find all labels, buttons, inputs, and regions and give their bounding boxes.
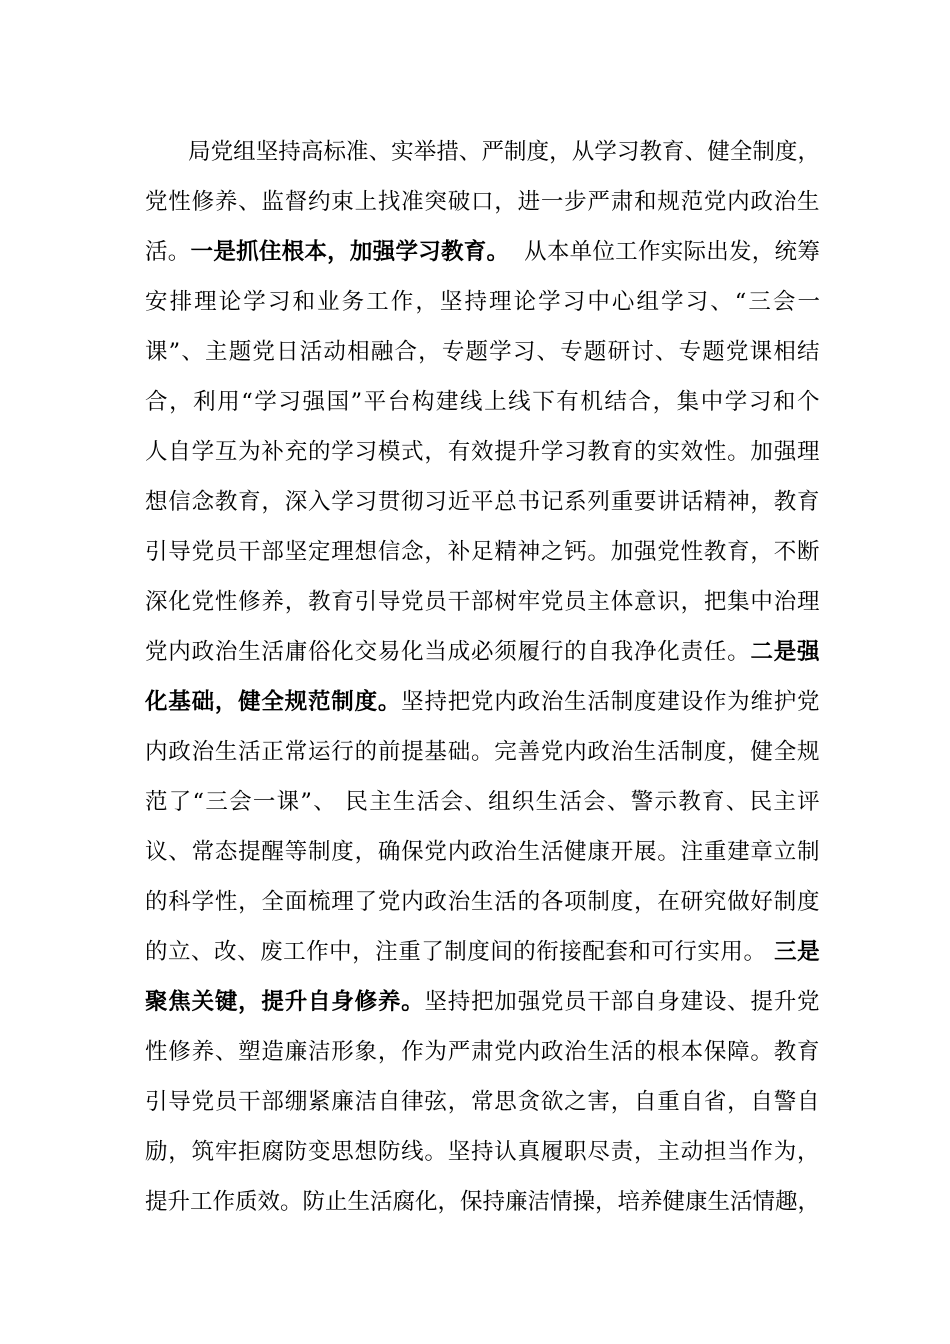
text-line (145, 627, 820, 677)
bold-heading: 聚焦关键，提升自身修养。 (145, 989, 425, 1015)
text-line (145, 477, 820, 527)
text-segment: 坚持把党内政治生活制度建设作为维护党 (401, 689, 821, 715)
text-segment: 范了“三会一课”、 民主生活会、组织生活会、警示教育、民主评 (145, 789, 821, 815)
text-line (145, 877, 820, 927)
text-line (145, 327, 821, 377)
text-line (145, 927, 820, 977)
text-line (145, 177, 820, 227)
text-segment: 想信念教育，深入学习贯彻习近平总书记系列重要讲话精神，教育 (145, 489, 821, 515)
text-line (145, 1027, 820, 1077)
bold-heading: 二是强 (750, 639, 821, 665)
text-line (145, 727, 820, 777)
text-line (145, 777, 821, 827)
text-segment: 性修养、塑造廉洁形象，作为严肃党内政治生活的根本保障。教育 (145, 1039, 821, 1065)
text-segment: 议、常态提醒等制度，确保党内政治生活健康开展。注重建章立制 (145, 839, 821, 865)
text-segment: 合，利用“学习强国”平台构建线上线下有机结合，集中学习和个 (145, 389, 822, 415)
text-line (145, 577, 820, 627)
text-line (145, 1077, 820, 1127)
text-segment: 引导党员干部坚定理想信念，补足精神之钙。加强党性教育，不断 (145, 539, 821, 565)
text-line (145, 1177, 820, 1227)
text-line (145, 677, 820, 727)
bold-heading: 一是抓住根本，加强学习教育。 (190, 239, 510, 265)
text-segment: 的科学性，全面梳理了党内政治生活的各项制度，在研究做好制度 (145, 889, 821, 915)
text-segment: 安排理论学习和业务工作，坚持理论学习中心组学习、“三会一 (145, 289, 823, 315)
text-segment: 人自学互为补充的学习模式，有效提升学习教育的实效性。加强理 (145, 439, 821, 465)
bold-heading: 化基础，健全规范制度。 (145, 689, 402, 715)
text-segment: 内政治生活正常运行的前提基础。完善党内政治生活制度，健全规 (145, 739, 821, 765)
text-line (145, 427, 820, 477)
text-segment: 的立、改、废工作中，注重了制度间的衔接配套和可行实用。 (145, 939, 775, 965)
text-segment: 党内政治生活庸俗化交易化当成必须履行的自我净化责任。 (145, 639, 751, 665)
text-segment: 活。 (145, 239, 191, 265)
text-segment: 引导党员干部绷紧廉洁自律弦，常思贪欲之害，自重自省，自警自 (145, 1089, 821, 1115)
text-segment: 课”、主题党日活动相融合，专题学习、专题研讨、专题党课相结 (145, 339, 821, 365)
text-line (145, 1127, 820, 1177)
text-line (145, 227, 820, 277)
text-segment: 励，筑牢拒腐防变思想防线。坚持认真履职尽责，主动担当作为， (145, 1139, 821, 1165)
bold-heading: 三是 (774, 939, 821, 965)
text-segment: 局党组坚持高标准、实举措、严制度，从学习教育、健全制度， (188, 139, 821, 165)
text-line (145, 277, 822, 327)
text-line (145, 977, 820, 1027)
text-line (145, 527, 820, 577)
text-segment: 从本单位工作实际出发，统筹 (509, 239, 821, 265)
text-line (145, 377, 821, 427)
text-segment: 深化党性修养，教育引导党员干部树牢党员主体意识，把集中治理 (145, 589, 821, 615)
text-segment: 党性修养、监督约束上找准突破口，进一步严肃和规范党内政治生 (145, 189, 821, 215)
text-segment: 提升工作质效。防止生活腐化，保持廉洁情操，培养健康生活情趣， (145, 1189, 821, 1215)
text-line (188, 127, 820, 177)
text-line (145, 827, 820, 877)
text-segment: 坚持把加强党员干部自身建设、提升党 (424, 989, 821, 1015)
